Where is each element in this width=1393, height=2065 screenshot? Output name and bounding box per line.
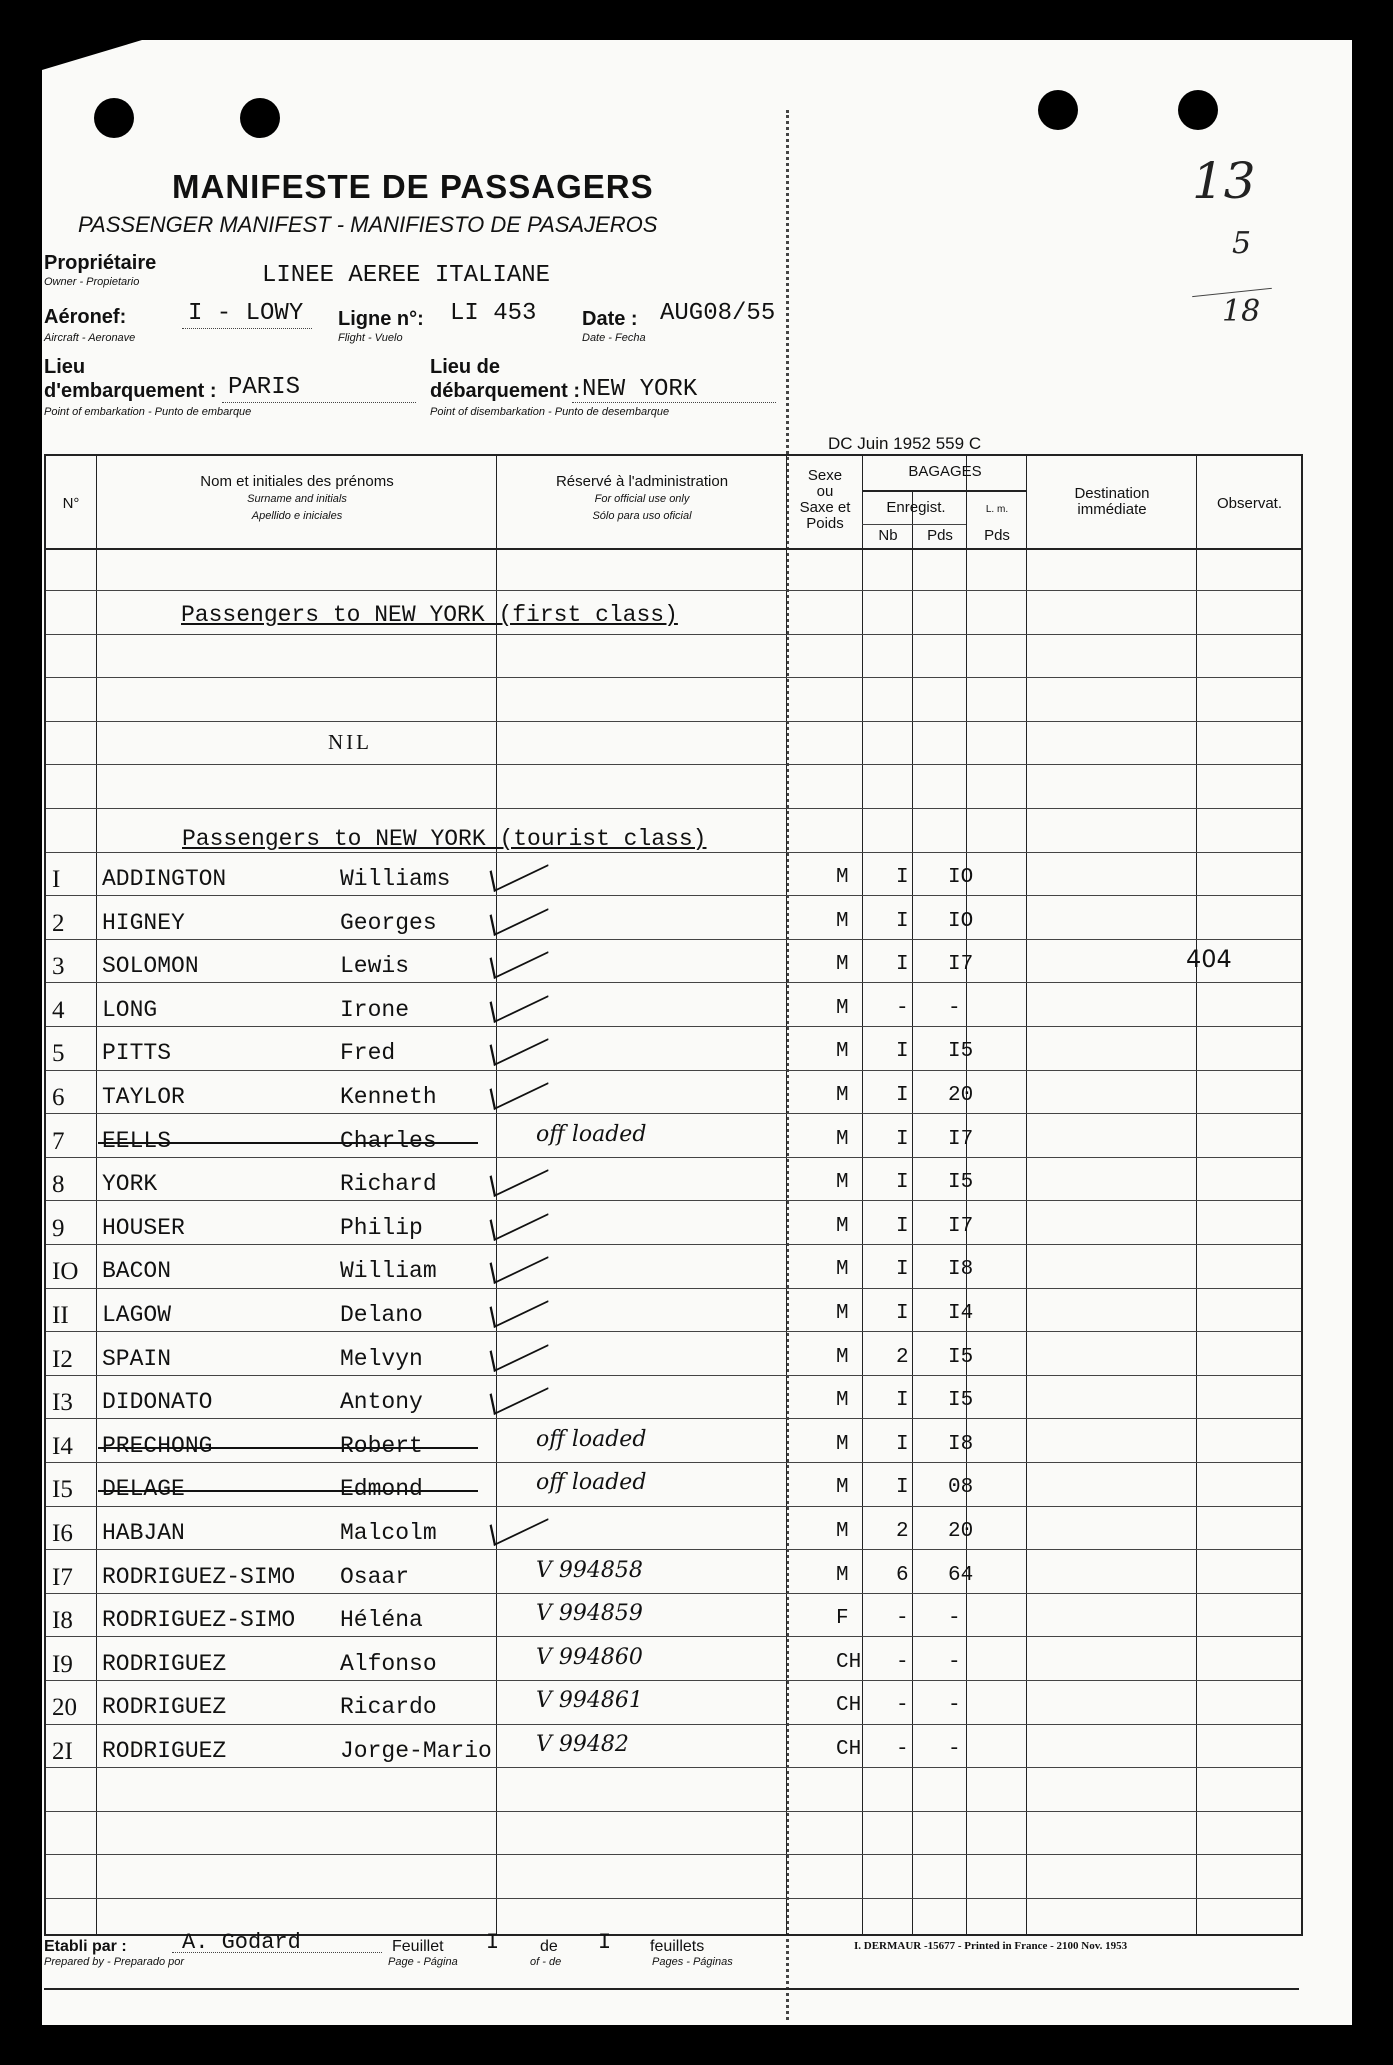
baggage-weight: - xyxy=(948,1607,961,1630)
passenger-first-name: Osaar xyxy=(340,1564,410,1590)
baggage-weight: - xyxy=(948,1694,961,1717)
table-row xyxy=(46,1558,1301,1604)
strike-through-line xyxy=(98,1142,478,1144)
baggage-count: I xyxy=(896,1389,909,1412)
col-sex xyxy=(788,468,862,532)
col-bagages: BAGAGES xyxy=(908,463,982,480)
col-sex-4: Poids xyxy=(806,515,844,532)
aircraft-sub: Aircraft - Aeronave xyxy=(44,332,136,344)
row-number: 3 xyxy=(52,953,65,980)
table-row xyxy=(46,1346,1301,1386)
baggage-count: I xyxy=(896,910,909,933)
passenger-surname: SOLOMON xyxy=(102,953,199,979)
embark-sub: Point of embarkation - Punto de embarque xyxy=(44,406,252,418)
table-rule xyxy=(46,677,1301,678)
table-row xyxy=(46,1389,1301,1429)
form-title: MANIFESTE DE PASSAGERS xyxy=(172,168,654,205)
col-admin-es: Sólo para uso oficial xyxy=(592,510,692,522)
page-value: I xyxy=(486,1930,500,1955)
baggage-count: I xyxy=(896,1084,909,1107)
admin-note: V 994860 xyxy=(536,1645,643,1670)
flight-label: Ligne n°: xyxy=(338,308,424,330)
form-subtitle: PASSENGER MANIFEST - MANIFIESTO DE PASAJEROS xyxy=(78,212,658,237)
passenger-surname: DIDONATO xyxy=(102,1389,213,1415)
baggage-count: 2 xyxy=(896,1346,909,1369)
passenger-first-name: Robert xyxy=(340,1433,423,1459)
owner-sub: Owner - Propietario xyxy=(44,276,140,288)
printer-imprint: I. DERMAUR -15677 - Printed in France - 2100 Nov. 1953 xyxy=(854,1940,1128,1952)
baggage-count: I xyxy=(896,1040,909,1063)
passenger-surname: ADDINGTON xyxy=(102,866,227,892)
table-rule xyxy=(46,808,1301,809)
passenger-sex: M xyxy=(836,1258,849,1281)
baggage-count: I xyxy=(896,1302,909,1325)
table-rule xyxy=(46,852,1301,853)
table-rule xyxy=(46,590,1301,591)
baggage-count: I xyxy=(896,1215,909,1238)
baggage-count: - xyxy=(896,1651,909,1674)
embark-underline xyxy=(222,402,416,403)
prepared-value: A. Godard xyxy=(182,1930,301,1955)
col-pds-2: Pds xyxy=(984,527,1010,544)
table-rule xyxy=(46,1898,1301,1899)
destination-note: 404 xyxy=(1186,945,1232,973)
admin-note: V 99482 xyxy=(536,1732,629,1757)
embark-label: Lieu xyxy=(44,356,86,378)
row-number: 20 xyxy=(52,1694,77,1721)
handwritten-fraction-top: 5 xyxy=(1232,226,1252,261)
baggage-count: 6 xyxy=(896,1564,909,1587)
baggage-weight: I8 xyxy=(948,1433,974,1456)
admin-note: V 994858 xyxy=(536,1558,643,1583)
passenger-sex: M xyxy=(836,953,849,976)
passenger-sex: M xyxy=(836,1302,849,1325)
col-admin-fr: Réservé à l'administration xyxy=(555,473,729,490)
baggage-weight: I7 xyxy=(948,1215,974,1238)
passenger-first-name: Richard xyxy=(340,1171,437,1197)
punch-hole xyxy=(1178,90,1218,130)
nil-note: NIL xyxy=(328,730,372,754)
header-bottom-line xyxy=(46,548,1301,550)
passenger-surname: RODRIGUEZ xyxy=(102,1694,227,1720)
passenger-sex: M xyxy=(836,997,849,1020)
prepared-sub: Prepared by - Preparado por xyxy=(44,1956,185,1968)
passenger-first-name: Lewis xyxy=(340,953,410,979)
passenger-sex: F xyxy=(836,1607,849,1630)
passenger-first-name: Fred xyxy=(340,1040,396,1066)
baggage-weight: I5 xyxy=(948,1346,974,1369)
baggage-count: I xyxy=(896,866,909,889)
table-row xyxy=(46,1601,1301,1647)
col-admin xyxy=(498,474,786,524)
table-row xyxy=(46,945,1301,993)
footer-rule xyxy=(44,1988,1299,1990)
row-number: I6 xyxy=(52,1520,73,1547)
table-row xyxy=(46,1520,1301,1560)
baggage-weight: IO xyxy=(948,910,974,933)
table-row xyxy=(46,1122,1301,1168)
baggage-count: I xyxy=(896,1476,909,1499)
baggage-weight: IO xyxy=(948,866,974,889)
disembark-sub: Point of disembarkation - Punto de desembarque xyxy=(430,406,670,418)
passenger-surname: HABJAN xyxy=(102,1520,185,1546)
baggage-count: - xyxy=(896,997,909,1020)
pages-sub: Pages - Páginas xyxy=(652,1956,733,1968)
table-row xyxy=(46,866,1301,906)
passenger-sex: M xyxy=(836,1476,849,1499)
baggage-weight: I7 xyxy=(948,1128,974,1151)
prepared-label: Etabli par : xyxy=(44,1938,127,1955)
of-value: I xyxy=(598,1930,612,1955)
of-sub: of - de xyxy=(530,1956,562,1968)
col-name-en: Surname and initials xyxy=(247,493,347,505)
baggage-weight: 20 xyxy=(948,1520,974,1543)
passenger-first-name: Héléna xyxy=(340,1607,423,1633)
col-pds: Pds xyxy=(927,527,953,544)
handwritten-page-number: 13 xyxy=(1192,152,1256,210)
passenger-sex: CH xyxy=(836,1694,862,1717)
col-enregist: Enregist. xyxy=(886,499,946,516)
passenger-sex: M xyxy=(836,1433,849,1456)
col-nb: Nb xyxy=(878,527,898,544)
row-number: 6 xyxy=(52,1084,65,1111)
passenger-surname: HOUSER xyxy=(102,1215,185,1241)
passenger-surname: PRECHONG xyxy=(102,1433,213,1459)
passenger-sex: M xyxy=(836,1564,849,1587)
date-sub: Date - Fecha xyxy=(582,332,646,344)
row-number: I7 xyxy=(52,1564,73,1591)
row-number: 2 xyxy=(52,910,65,937)
passenger-first-name: Philip xyxy=(340,1215,423,1241)
passenger-sex: M xyxy=(836,1346,849,1369)
disembark-value: NEW YORK xyxy=(582,376,698,403)
passenger-sex: M xyxy=(836,866,849,889)
col-name xyxy=(98,474,496,524)
punch-hole xyxy=(1038,90,1078,130)
baggage-count: - xyxy=(896,1738,909,1761)
passenger-first-name: Edmond xyxy=(340,1476,423,1502)
passenger-surname: SPAIN xyxy=(102,1346,172,1372)
col-name-fr: Nom et initiales des prénoms xyxy=(200,473,394,490)
col-name-es: Apellido e iniciales xyxy=(251,510,343,522)
row-number: I4 xyxy=(52,1433,73,1460)
col-observations: Observat. xyxy=(1216,495,1283,512)
passenger-first-name: Ricardo xyxy=(340,1694,437,1720)
header-subdivider xyxy=(862,490,1026,492)
col-admin-en: For official use only xyxy=(594,493,690,505)
baggage-count: I xyxy=(896,1433,909,1456)
passenger-sex: M xyxy=(836,910,849,933)
col-sex-2: ou xyxy=(816,483,834,500)
passenger-first-name: Malcolm xyxy=(340,1520,437,1546)
aircraft-underline xyxy=(182,328,312,329)
table-row xyxy=(46,1258,1301,1298)
table-row xyxy=(46,1215,1301,1255)
row-number: I3 xyxy=(52,1389,73,1416)
baggage-weight: I5 xyxy=(948,1171,974,1194)
passenger-surname: RODRIGUEZ xyxy=(102,1738,227,1764)
manifest-sheet xyxy=(42,40,1352,2025)
admin-note: off loaded xyxy=(536,1470,647,1495)
strike-through-line xyxy=(98,1490,478,1492)
baggage-count: I xyxy=(896,953,909,976)
row-number: 9 xyxy=(52,1215,65,1242)
passenger-first-name: Jorge-Mario xyxy=(340,1738,492,1764)
passenger-first-name: Charles xyxy=(340,1128,437,1154)
col-no: N° xyxy=(62,495,80,512)
passenger-surname: LONG xyxy=(102,997,158,1023)
aircraft-label: Aéronef: xyxy=(44,306,127,328)
baggage-weight: - xyxy=(948,997,961,1020)
passenger-sex: M xyxy=(836,1128,849,1151)
passenger-first-name: Williams xyxy=(340,866,451,892)
of-label: de xyxy=(540,1938,558,1955)
admin-note: off loaded xyxy=(536,1427,647,1452)
passenger-sex: M xyxy=(836,1520,849,1543)
row-number: 4 xyxy=(52,997,65,1024)
passenger-first-name: Delano xyxy=(340,1302,423,1328)
baggage-weight: I8 xyxy=(948,1258,974,1281)
passenger-surname: LAGOW xyxy=(102,1302,172,1328)
col-destination-1: Destination xyxy=(1074,485,1150,502)
passenger-surname: RODRIGUEZ-SIMO xyxy=(102,1607,296,1633)
row-number: II xyxy=(52,1302,69,1329)
section-tourist-class: Passengers to NEW YORK (tourist class) xyxy=(182,826,707,852)
table-row xyxy=(46,1302,1301,1342)
table-rule xyxy=(46,634,1301,635)
aircraft-value: I - LOWY xyxy=(188,300,304,327)
table-rule xyxy=(46,1854,1301,1855)
baggage-count: - xyxy=(896,1694,909,1717)
flight-value: LI 453 xyxy=(450,300,537,327)
baggage-weight: - xyxy=(948,1738,961,1761)
admin-note: off loaded xyxy=(536,1122,647,1147)
table-row xyxy=(46,1040,1301,1080)
table-row xyxy=(46,997,1301,1037)
table-rule xyxy=(46,1811,1301,1812)
passenger-first-name: Kenneth xyxy=(340,1084,437,1110)
strike-through-line xyxy=(98,1447,478,1449)
passenger-first-name: Melvyn xyxy=(340,1346,423,1372)
baggage-weight: I5 xyxy=(948,1040,974,1063)
passenger-first-name: William xyxy=(340,1258,437,1284)
passenger-sex: M xyxy=(836,1040,849,1063)
table-row xyxy=(46,1732,1301,1778)
passenger-surname: HIGNEY xyxy=(102,910,185,936)
owner-label: Propriétaire xyxy=(44,252,157,274)
passenger-sex: CH xyxy=(836,1738,862,1761)
baggage-weight: 20 xyxy=(948,1084,974,1107)
passenger-sex: CH xyxy=(836,1651,862,1674)
header-subdivider xyxy=(862,524,966,525)
date-label: Date : xyxy=(582,308,638,330)
passenger-first-name: Alfonso xyxy=(340,1651,437,1677)
passenger-surname: PITTS xyxy=(102,1040,172,1066)
flight-sub: Flight - Vuelo xyxy=(338,332,403,344)
baggage-count: 2 xyxy=(896,1520,909,1543)
table-row xyxy=(46,1688,1301,1734)
passenger-sex: M xyxy=(836,1215,849,1238)
row-number: I2 xyxy=(52,1346,73,1373)
passenger-table xyxy=(44,454,1303,1936)
row-number: I9 xyxy=(52,1651,73,1678)
passenger-surname: DELAGE xyxy=(102,1476,185,1502)
row-number: 2I xyxy=(52,1738,73,1765)
passenger-surname: YORK xyxy=(102,1171,158,1197)
admin-note: V 994859 xyxy=(536,1601,643,1626)
table-row xyxy=(46,910,1301,950)
row-number: 8 xyxy=(52,1171,65,1198)
row-number: IO xyxy=(52,1258,79,1285)
table-rule xyxy=(46,721,1301,722)
passenger-first-name: Georges xyxy=(340,910,437,936)
baggage-weight: 08 xyxy=(948,1476,974,1499)
page-label: Feuillet xyxy=(392,1938,444,1955)
row-number: 5 xyxy=(52,1040,65,1067)
owner-value: LINEE AEREE ITALIANE xyxy=(262,262,551,289)
form-code: DC Juin 1952 559 C xyxy=(828,434,982,453)
table-row xyxy=(46,1470,1301,1516)
passenger-surname: RODRIGUEZ xyxy=(102,1651,227,1677)
disembark-underline xyxy=(572,402,776,403)
table-row xyxy=(46,1645,1301,1691)
row-number: 7 xyxy=(52,1128,65,1155)
baggage-count: I xyxy=(896,1171,909,1194)
row-number: I xyxy=(52,866,61,893)
admin-note: V 994861 xyxy=(536,1688,643,1713)
passenger-surname: RODRIGUEZ-SIMO xyxy=(102,1564,296,1590)
passenger-surname: BACON xyxy=(102,1258,172,1284)
passenger-surname: EELLS xyxy=(102,1128,172,1154)
page-sub: Page - Página xyxy=(388,1956,458,1968)
handwritten-fraction-bottom: 18 xyxy=(1222,294,1261,329)
col-destination xyxy=(1028,486,1196,518)
disembark-label-2: débarquement : xyxy=(430,380,581,402)
embark-value: PARIS xyxy=(228,374,301,401)
punch-hole xyxy=(94,98,134,138)
passenger-first-name: Irone xyxy=(340,997,410,1023)
table-rule xyxy=(46,764,1301,765)
baggage-weight: I5 xyxy=(948,1389,974,1412)
passenger-surname: TAYLOR xyxy=(102,1084,185,1110)
row-number: I8 xyxy=(52,1607,73,1634)
baggage-count: - xyxy=(896,1607,909,1630)
passenger-first-name: Antony xyxy=(340,1389,423,1415)
punch-hole xyxy=(240,98,280,138)
passenger-sex: M xyxy=(836,1171,849,1194)
baggage-count: I xyxy=(896,1258,909,1281)
prepared-underline xyxy=(172,1952,382,1953)
pages-label: feuillets xyxy=(650,1938,705,1955)
date-value: AUG08/55 xyxy=(660,300,776,327)
section-first-class: Passengers to NEW YORK (first class) xyxy=(181,602,678,628)
baggage-weight: - xyxy=(948,1651,961,1674)
baggage-weight: I4 xyxy=(948,1302,974,1325)
disembark-label: Lieu de xyxy=(430,356,501,378)
col-lm: L. m. xyxy=(985,504,1009,515)
col-sex-1: Sexe xyxy=(807,467,843,484)
table-row xyxy=(46,1171,1301,1211)
passenger-sex: M xyxy=(836,1389,849,1412)
baggage-weight: I7 xyxy=(948,953,974,976)
col-sex-3: Saxe et xyxy=(799,499,851,516)
col-destination-2: immédiate xyxy=(1077,501,1147,518)
baggage-count: I xyxy=(896,1128,909,1151)
table-row xyxy=(46,1427,1301,1473)
row-number: I5 xyxy=(52,1476,73,1503)
table-row xyxy=(46,1084,1301,1124)
baggage-weight: 64 xyxy=(948,1564,974,1587)
embark-label-2: d'embarquement : xyxy=(44,380,217,402)
passenger-sex: M xyxy=(836,1084,849,1107)
